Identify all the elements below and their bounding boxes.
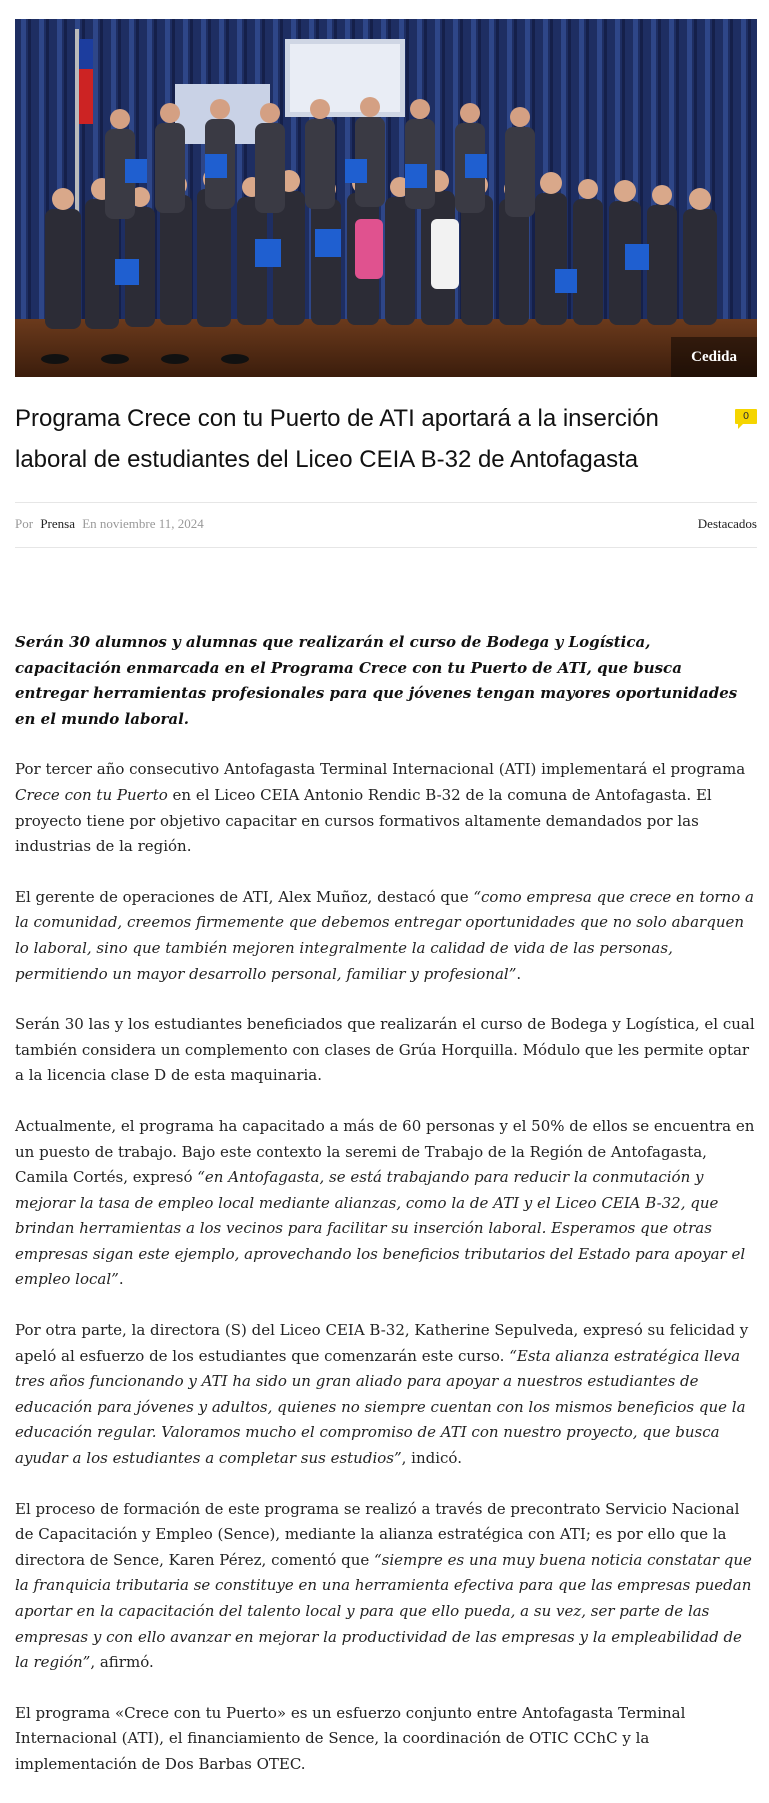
paragraph-1-text-end: en el Liceo CEIA Antonio Rendic B-32 de la comuna de Antofagasta. El proyecto tiene por objetivo capacitar en cursos formativos altamente demandados por las industrias de la región. (15, 785, 712, 856)
paragraph-4-quote: “en Antofagasta, se está trabajando para reducir la conmutación y mejorar la tasa de empleo local mediante alianzas, como la de ATI y el Liceo CEIA B-32, que brindan herramientas a los vecinos para facilitar su inserción laboral. Esperamos que otras empresas sigan este ejemplo, aprovechando los beneficios tributarios del Estado para apoyar el empleo local” (15, 1168, 746, 1289)
paragraph-1-program-name: Crece con tu Puerto (15, 785, 168, 804)
photo-credit: Cedida (671, 337, 757, 377)
by-label: Por (15, 516, 34, 531)
article-title: Programa Crece con tu Puerto de ATI aportará a la inserción laboral de estudiantes del Liceo CEIA B-32 de Antofagasta (15, 405, 659, 473)
paragraph-1 (15, 757, 757, 859)
paragraph-4 (15, 1114, 757, 1293)
paragraph-2-quote: “como empresa que crece en torno a la comunidad, creemos firmemente que debemos entregar oportunidades que no solo abarquen lo laboral, sino que también mejoren integralmente la calidad de vida de las personas, permitiendo un mayor desarrollo personal, familiar y profesional” (15, 887, 754, 983)
category-link[interactable]: Destacados (697, 516, 757, 531)
paragraph-6-text: El proceso de formación de este programa se realizó a través de precontrato Servicio Nacional de Capacitación y Empleo (Sence), mediante la alianza estratégica con ATI; es por ello que la directora de Sence, Karen Pérez, comentó que (15, 1499, 740, 1569)
paragraph-2-text-end: . (516, 964, 522, 983)
group-photo-illustration (15, 19, 757, 377)
article-meta-bar (15, 502, 757, 548)
paragraph-6 (15, 1497, 757, 1676)
paragraph-4-text: Actualmente, el programa ha capacitado a más de 60 personas y el 50% de ellos se encuentra en un puesto de trabajo. Bajo este contexto la seremi de Trabajo de la Región de Antofagasta, Camila Cortés, expresó (15, 1116, 755, 1187)
paragraph-3: Serán 30 las y los estudiantes beneficiados que realizarán el curso de Bodega y Logística, el cual también considera un complemento con clases de Grúa Horquilla. Módulo que les permite optar a la licencia clase D de esta maquinaria. (15, 1015, 755, 1085)
paragraph-5 (15, 1318, 757, 1472)
publish-date: En noviembre 11, 2024 (82, 516, 204, 531)
article-body (15, 630, 757, 1803)
author-link[interactable]: Prensa (40, 516, 75, 531)
article-lead: Serán 30 alumnos y alumnas que realizarán el curso de Bodega y Logística, capacitación enmarcada en el Programa Crece con tu Puerto de ATI, que busca entregar herramientas profesionales para que jóvenes tengan mayores oportunidades en el mundo laboral. (15, 633, 738, 728)
paragraph-1-text: Por tercer año consecutivo Antofagasta Terminal Internacional (ATI) implementará el programa (15, 760, 746, 779)
paragraph-5-text: Por otra parte, la directora (S) del Liceo CEIA B-32, Katherine Sepulveda, expresó su felicidad y apeló al esfuerzo de los estudiantes que comenzarán este curso. (15, 1321, 749, 1365)
paragraph-6-text-end: , afirmó. (90, 1653, 154, 1672)
paragraph-7: El programa «Crece con tu Puerto» es un esfuerzo conjunto entre Antofagasta Terminal Internacional (ATI), el financiamiento de Sence, la coordinación de OTIC CChC y la implementación de Dos Barbas OTEC. (15, 1703, 686, 1773)
paragraph-5-text-end: , indicó. (401, 1449, 462, 1468)
paragraph-2 (15, 885, 757, 987)
paragraph-4-text-end: . (118, 1270, 124, 1289)
paragraph-5-quote: “Esta alianza estratégica lleva tres años funcionando y ATI ha sido un gran aliado para apoyar a nuestros estudiantes de educación para jóvenes y adultos, quienes no siempre cuentan con los mismos beneficios que la educación regular. Valoramos mucho el compromiso de ATI con nuestro proyecto, que busca ayudar a los estudiantes a completar sus estudios” (15, 1346, 746, 1468)
byline (15, 516, 204, 532)
hero-photo (15, 19, 757, 377)
comment-count-badge[interactable]: 0 (735, 409, 757, 424)
paragraph-6-quote: “siempre es una muy buena noticia constatar que la franquicia tributaria se constituye en una herramienta efectiva para que las empresas puedan aportar en la capacitación del talento local y para que ello pueda, a su vez, ser parte de las empresas y con ello avanzar en mejorar la productividad de las empresas y la empleabilidad de la región” (15, 1550, 752, 1672)
paragraph-2-text: El gerente de operaciones de ATI, Alex Muñoz, destacó que (15, 887, 474, 906)
